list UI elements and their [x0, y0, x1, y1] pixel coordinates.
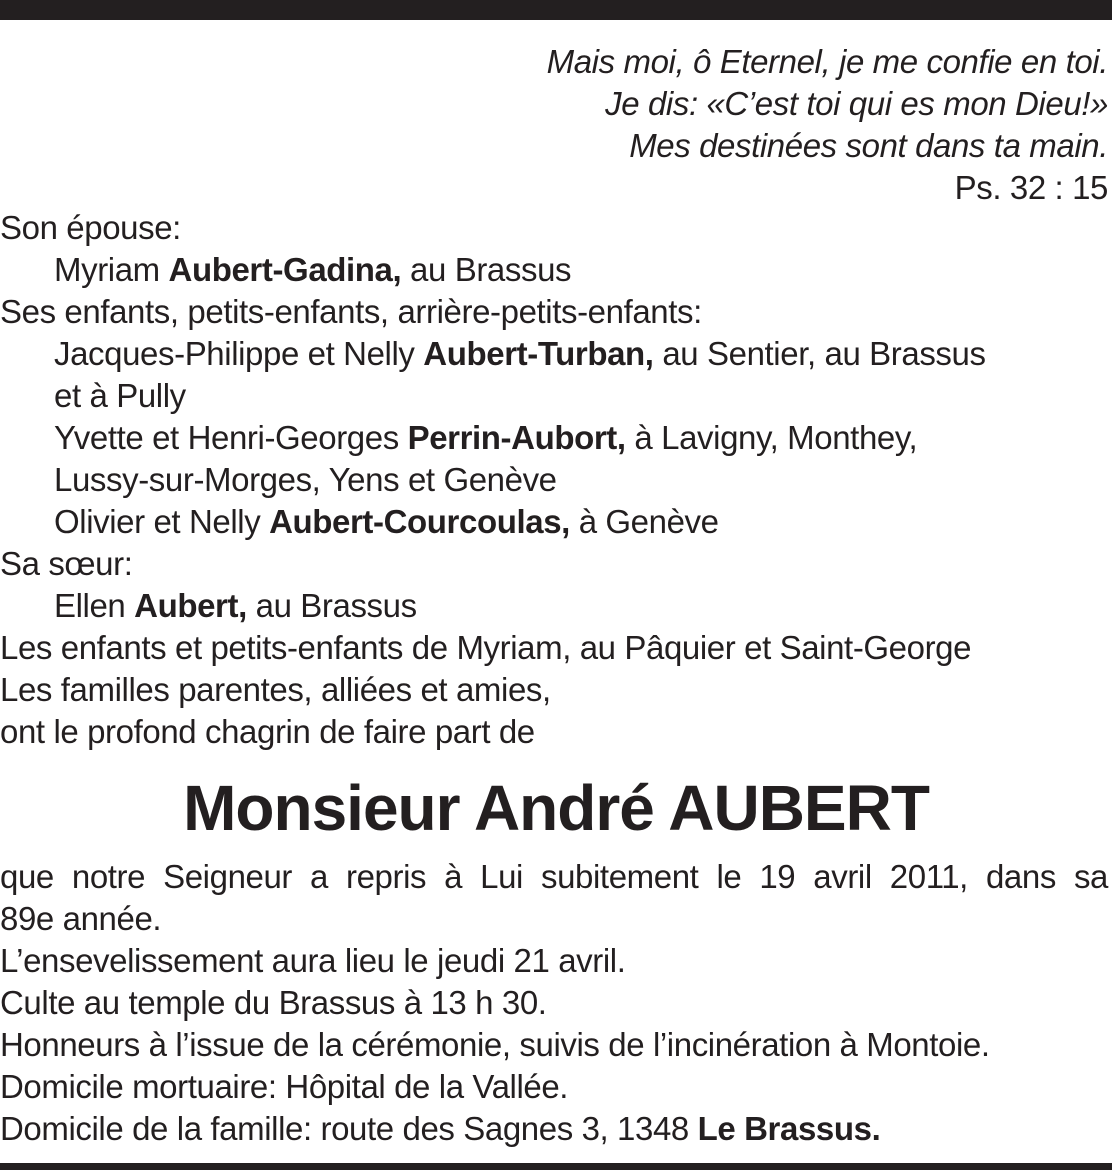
deceased-name: Monsieur André AUBERT	[183, 772, 929, 844]
psalm-line: Mes destinées sont dans ta main.	[629, 127, 1108, 164]
passing-line: que notre Seigneur a repris à Lui subitement le 19 avril 2011, dans sa	[0, 858, 1108, 895]
spouse-heading: Son épouse:	[0, 209, 181, 246]
child-entry-2	[0, 417, 1112, 459]
child-2-location: à Lavigny, Monthey,	[625, 419, 918, 456]
sister-first-name: Ellen	[54, 587, 135, 624]
top-border-rule	[0, 0, 1112, 20]
child-1-location-cont: et à Pully	[54, 377, 186, 414]
spouse-entry	[0, 249, 1112, 291]
child-3-surname: Aubert-Courcoulas,	[269, 503, 570, 540]
psalm-quote	[547, 41, 1108, 209]
sister-surname: Aubert,	[134, 587, 247, 624]
child-1-first-names: Jacques-Philippe et Nelly	[54, 335, 424, 372]
child-3-location: à Genève	[569, 503, 719, 540]
honours-line: Honneurs à l’issue de la cérémonie, suivis de l’incinération à Montoie.	[0, 1026, 990, 1063]
myriam-children-line: Les enfants et petits-enfants de Myriam, au Pâquier et Saint-George	[0, 629, 972, 666]
psalm-reference: Ps. 32 : 15	[954, 169, 1108, 206]
child-2-first-names: Yvette et Henri-Georges	[54, 419, 408, 456]
sister-location: au Brassus	[246, 587, 417, 624]
age-line: 89e année.	[0, 900, 162, 937]
child-2-location-cont: Lussy-sur-Morges, Yens et Genève	[54, 461, 557, 498]
announcement-block	[0, 856, 1108, 1150]
child-2-surname: Perrin-Aubort,	[407, 419, 626, 456]
spouse-first-name: Myriam	[54, 251, 169, 288]
burial-line: L’ensevelissement aura lieu le jeudi 21 avril.	[0, 942, 626, 979]
sister-entry	[0, 585, 1112, 627]
psalm-line: Mais moi, ô Eternel, je me confie en toi.	[546, 43, 1108, 80]
family-list	[0, 207, 1112, 753]
family-home-town: Le Brassus.	[697, 1110, 881, 1147]
child-3-first-names: Olivier et Nelly	[54, 503, 270, 540]
sister-heading: Sa sœur:	[0, 545, 133, 582]
bottom-border-rule	[0, 1163, 1112, 1170]
service-line: Culte au temple du Brassus à 13 h 30.	[0, 984, 547, 1021]
extended-families-line: Les familles parentes, alliées et amies,	[0, 671, 551, 708]
spouse-location: au Brassus	[401, 251, 572, 288]
child-entry-1	[0, 333, 1112, 375]
grief-announcement-line: ont le profond chagrin de faire part de	[0, 713, 535, 750]
child-1-surname: Aubert-Turban,	[423, 335, 654, 372]
spouse-surname: Aubert-Gadina,	[168, 251, 402, 288]
mortuary-line: Domicile mortuaire: Hôpital de la Vallée.	[0, 1068, 569, 1105]
child-entry-3	[0, 501, 1112, 543]
children-heading: Ses enfants, petits-enfants, arrière-petits-enfants:	[0, 293, 702, 330]
psalm-line: Je dis: «C’est toi qui es mon Dieu!»	[605, 85, 1108, 122]
family-home-line	[0, 1108, 1108, 1150]
family-home-address: Domicile de la famille: route des Sagnes 3, 1348	[0, 1110, 698, 1147]
child-1-location: au Sentier, au Brassus	[653, 335, 986, 372]
